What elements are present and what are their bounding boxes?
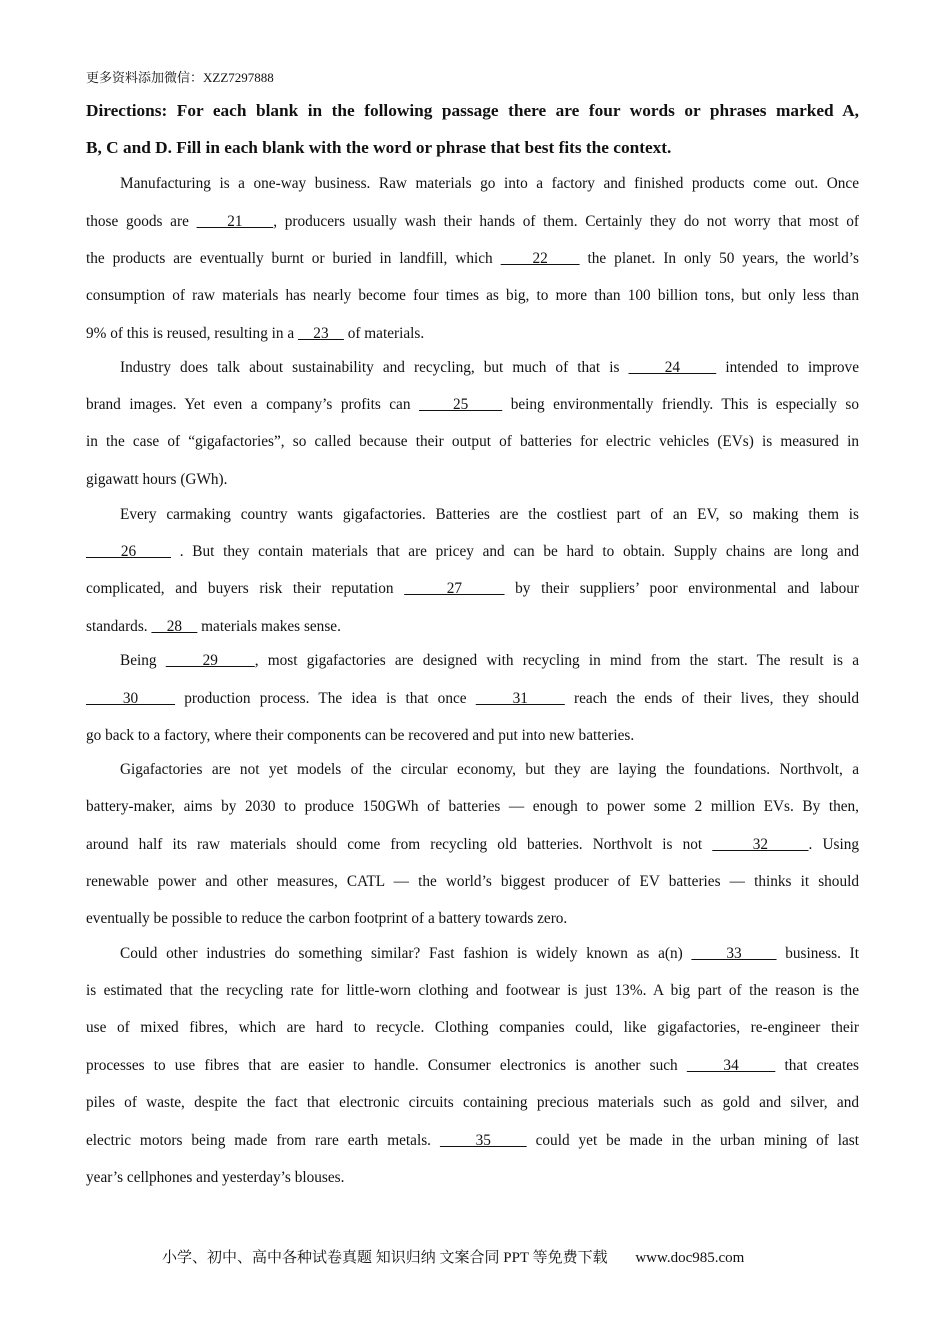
blank-24[interactable]: 24	[628, 359, 717, 376]
passage-text: eventually be possible to reduce the carbon footprint of a battery towards zero.	[86, 910, 568, 927]
passage-text: piles of waste, despite the fact that electronic circuits containing precious materials such as gold and silver, and	[86, 1094, 859, 1111]
passage-line	[86, 212, 859, 232]
passage-text: those goods are	[86, 213, 197, 230]
header-contact: 更多资料添加微信：XZZ7297888	[86, 70, 274, 85]
passage-line	[86, 617, 859, 637]
passage-text: year’s cellphones and yesterday’s blouses.	[86, 1169, 345, 1186]
passage-text: materials makes sense.	[197, 618, 341, 635]
passage-line	[86, 1056, 859, 1076]
passage-text: gigawatt hours (GWh).	[86, 471, 228, 488]
passage-text: renewable power and other measures, CATL — the world’s biggest producer of EV batteries — thinks it should	[86, 873, 859, 890]
passage-text: Manufacturing is a one-way business. Raw materials go into a factory and finished products come out. Once	[120, 175, 859, 192]
passage-line	[86, 470, 859, 490]
passage-text: Industry does talk about sustainability and recycling, but much of that is	[120, 359, 629, 376]
directions-line-1: Directions: For each blank in the following passage there are four words or phrases marked A,	[86, 101, 859, 120]
passage-text: , most gigafactories are designed with recycling in mind from the start. The result is a	[254, 652, 859, 669]
passage-line	[86, 542, 859, 562]
passage-text: Gigafactories are not yet models of the circular economy, but they are laying the foundations. Northvolt, a	[120, 761, 859, 778]
passage-text: of materials.	[343, 325, 425, 342]
passage-text: consumption of raw materials has nearly become four times as big, to more than 100 billion tons, but only less than	[86, 287, 859, 304]
passage-text: use of mixed fibres, which are hard to recycle. Clothing companies could, like gigafactories, re-engineer their	[86, 1019, 859, 1036]
passage-line	[86, 909, 859, 929]
passage-line	[86, 579, 859, 599]
blank-28[interactable]: 28	[151, 618, 198, 635]
passage-line	[86, 872, 859, 892]
passage-line	[86, 395, 859, 415]
passage-text: , producers usually wash their hands of them. Certainly they do not worry that most of	[273, 213, 859, 230]
passage-text: by their suppliers’ poor environmental and labour	[504, 580, 859, 597]
passage-text: could yet be made in the urban mining of last	[526, 1132, 859, 1149]
passage-text: Could other industries do something similar? Fast fashion is widely known as a(n)	[120, 945, 692, 962]
passage-text: go back to a factory, where their components can be recovered and put into new batteries.	[86, 727, 635, 744]
passage-text: Being	[120, 652, 166, 669]
passage-line	[86, 358, 859, 378]
passage-line	[86, 1131, 859, 1151]
blank-26[interactable]: 26	[86, 543, 171, 560]
blank-34[interactable]: 34	[686, 1057, 776, 1074]
passage-text: complicated, and buyers risk their reputation	[86, 580, 405, 597]
blank-22[interactable]: 22	[500, 250, 580, 267]
passage-line	[86, 505, 859, 525]
blank-21[interactable]: 21	[196, 213, 274, 230]
passage-line	[86, 1093, 859, 1113]
blank-33[interactable]: 33	[691, 945, 777, 962]
passage-line	[86, 1168, 859, 1188]
passage-text: business. It	[776, 945, 859, 962]
passage-text: processes to use fibres that are easier to handle. Consumer electronics is another such	[86, 1057, 687, 1074]
blank-32[interactable]: 32	[712, 836, 809, 853]
passage-line	[86, 726, 859, 746]
blank-29[interactable]: 29	[165, 652, 255, 669]
passage-text: Every carmaking country wants gigafactories. Batteries are the costliest part of an EV, so making them is	[120, 506, 859, 523]
passage-text: is estimated that the recycling rate for little-worn clothing and footwear is just 13%. A big part of the reason is the	[86, 982, 859, 999]
passage-text: reach the ends of their lives, they should	[564, 690, 859, 707]
blank-25[interactable]: 25	[419, 396, 503, 413]
footer	[162, 1246, 744, 1267]
passage-text: . But they contain materials that are pricey and can be hard to obtain. Supply chains are long and	[171, 543, 859, 560]
passage-line	[86, 651, 859, 671]
passage-line	[86, 174, 859, 194]
passage-line	[86, 689, 859, 709]
passage-line	[86, 432, 859, 452]
passage-line	[86, 981, 859, 1001]
blank-31[interactable]: 31	[475, 690, 565, 707]
passage-text: the planet. In only 50 years, the world’s	[579, 250, 859, 267]
passage-text: electric motors being made from rare earth metals.	[86, 1132, 440, 1149]
directions-line-2: B, C and D. Fill in each blank with the word or phrase that best fits the context.	[86, 138, 672, 157]
blank-23[interactable]: 23	[298, 325, 344, 342]
footer-text: 小学、初中、高中各种试卷真题 知识归纳 文案合同 PPT 等免费下载	[162, 1250, 608, 1266]
passage-text: being environmentally friendly. This is especially so	[502, 396, 859, 413]
blank-35[interactable]: 35	[439, 1132, 527, 1149]
passage-text: brand images. Yet even a company’s profits can	[86, 396, 419, 413]
passage-line	[86, 760, 859, 780]
passage-text: around half its raw materials should come from recycling old batteries. Northvolt is not	[86, 836, 713, 853]
passage-text: the products are eventually burnt or buried in landfill, which	[86, 250, 501, 267]
footer-url[interactable]: www.doc985.com	[635, 1250, 745, 1266]
passage-text: standards.	[86, 618, 152, 635]
passage-line	[86, 835, 859, 855]
passage-text: intended to improve	[716, 359, 859, 376]
passage-line	[86, 797, 859, 817]
passage-text: battery-maker, aims by 2030 to produce 150GWh of batteries — enough to power some 2 million EVs. By then,	[86, 798, 859, 815]
passage-line	[86, 324, 859, 344]
passage-line	[86, 249, 859, 269]
blank-30[interactable]: 30	[86, 690, 176, 707]
passage-line	[86, 1018, 859, 1038]
passage-text: in the case of “gigafactories”, so called because their output of batteries for electric vehicles (EVs) is measured in	[86, 433, 859, 450]
passage-text: production process. The idea is that once	[175, 690, 476, 707]
passage-line	[86, 286, 859, 306]
passage-text: that creates	[775, 1057, 859, 1074]
blank-27[interactable]: 27	[404, 580, 505, 597]
passage-text: 9% of this is reused, resulting in a	[86, 325, 298, 342]
passage-line	[86, 944, 859, 964]
passage-text: . Using	[808, 836, 859, 853]
